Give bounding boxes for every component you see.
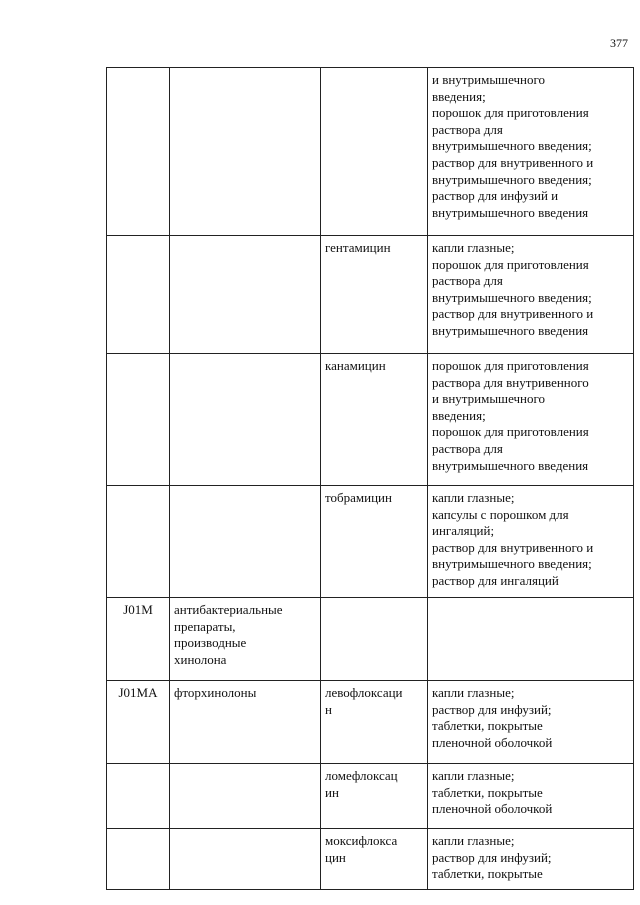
group-cell [170,354,321,486]
dosage-form-cell-line: и внутримышечного [432,72,546,87]
dosage-form-cell [428,354,634,486]
dosage-form-cell-line: порошок для приготовления [432,424,589,440]
group-cell-line: препараты, [174,618,236,634]
dosage-form-cell-line: порошок для приготовления [432,358,589,373]
dosage-form-cell-line: таблетки, покрытые [432,866,543,882]
dosage-form-cell-line: раствора для внутривенного [432,374,589,390]
drug-name-cell [321,829,428,890]
atc-code-cell: J01M [107,598,170,681]
dosage-form-cell-line: раствора для [432,121,503,137]
table-row [107,354,634,486]
group-cell [170,829,321,890]
group-cell [170,68,321,236]
dosage-form-cell-line: капли глазные; [432,768,515,783]
dosage-form-cell-line: внутримышечного введения; [432,556,592,572]
drug-table [106,67,634,890]
atc-code-cell [107,68,170,236]
drug-name-cell-line: левофлоксаци [325,685,403,700]
dosage-form-cell [428,598,634,681]
dosage-form-cell [428,236,634,354]
table-row [107,598,634,681]
dosage-form-cell-line: раствор для инфузий; [432,849,552,865]
group-cell-line: производные [174,635,247,651]
dosage-form-cell-line: внутримышечного введения; [432,289,592,305]
dosage-form-cell-line: раствор для ингаляций [432,572,559,588]
dosage-form-cell-line: введения; [432,407,486,423]
drug-name-cell [321,681,428,764]
dosage-form-cell [428,68,634,236]
dosage-form-cell [428,764,634,829]
dosage-form-cell-line: капли глазные; [432,685,515,700]
dosage-form-cell-line: и внутримышечного [432,391,546,407]
drug-name-cell [321,598,428,681]
atc-code-cell [107,486,170,598]
dosage-form-cell-line: таблетки, покрытые [432,718,543,734]
group-cell [170,486,321,598]
group-cell [170,681,321,764]
group-cell [170,598,321,681]
drug-name-cell-line: тобрамицин [325,490,392,505]
dosage-form-cell [428,486,634,598]
drug-name-cell-line: цин [325,849,346,865]
dosage-form-cell-line: таблетки, покрытые [432,784,543,800]
drug-name-cell-line: канамицин [325,358,386,373]
drug-name-cell-line: моксифлокса [325,833,398,848]
dosage-form-cell-line: внутримышечного введения; [432,138,592,154]
dosage-form-cell [428,681,634,764]
drug-name-cell [321,764,428,829]
group-cell-line: фторхинолоны [174,685,257,700]
drug-name-cell [321,68,428,236]
dosage-form-cell-line: капли глазные; [432,833,515,848]
table-row [107,236,634,354]
dosage-form-cell-line: пленочной оболочкой [432,801,553,817]
drug-name-cell-line: ин [325,784,339,800]
drug-name-cell-line: н [325,701,332,717]
drug-name-cell-line: ломефлоксац [325,768,398,783]
dosage-form-cell-line: внутримышечного введения; [432,171,592,187]
dosage-form-cell-line: раствор для внутривенного и [432,539,594,555]
dosage-form-cell-line: раствор для инфузий; [432,701,552,717]
group-cell [170,764,321,829]
drug-name-cell [321,486,428,598]
drug-name-cell-line: гентамицин [325,240,391,255]
atc-code-cell: J01MA [107,681,170,764]
dosage-form-cell-line: внутримышечного введения [432,457,589,473]
drug-name-cell [321,354,428,486]
atc-code-cell [107,829,170,890]
dosage-form-cell-line: порошок для приготовления [432,105,589,121]
dosage-form-cell-line: раствора для [432,440,503,456]
dosage-form-cell-line: пленочной оболочкой [432,734,553,750]
dosage-form-cell-line: раствор для инфузий и [432,188,559,204]
table-row [107,68,634,236]
drug-name-cell [321,236,428,354]
dosage-form-cell-line: порошок для приготовления [432,256,589,272]
dosage-form-cell-line: капли глазные; [432,490,515,505]
dosage-form-cell-line: введения; [432,88,486,104]
group-cell-line: хинолона [174,651,227,667]
dosage-form-cell [428,829,634,890]
dosage-form-cell-line: раствор для внутривенного и [432,154,594,170]
atc-code-cell [107,764,170,829]
dosage-form-cell-line: капли глазные; [432,240,515,255]
dosage-form-cell-line: ингаляций; [432,523,495,539]
dosage-form-cell-line: раствора для [432,273,503,289]
atc-code-cell [107,354,170,486]
page-number: 377 [610,36,628,50]
table-row [107,486,634,598]
dosage-form-cell-line: внутримышечного введения [432,322,589,338]
atc-code-cell [107,236,170,354]
table-body [107,68,634,890]
dosage-form-cell-line: капсулы с порошком для [432,506,569,522]
table-row [107,764,634,829]
group-cell [170,236,321,354]
dosage-form-cell-line: раствор для внутривенного и [432,306,594,322]
group-cell-line: антибактериальные [174,602,283,617]
dosage-form-cell-line: внутримышечного введения [432,204,589,220]
table-row [107,681,634,764]
table-row [107,829,634,890]
